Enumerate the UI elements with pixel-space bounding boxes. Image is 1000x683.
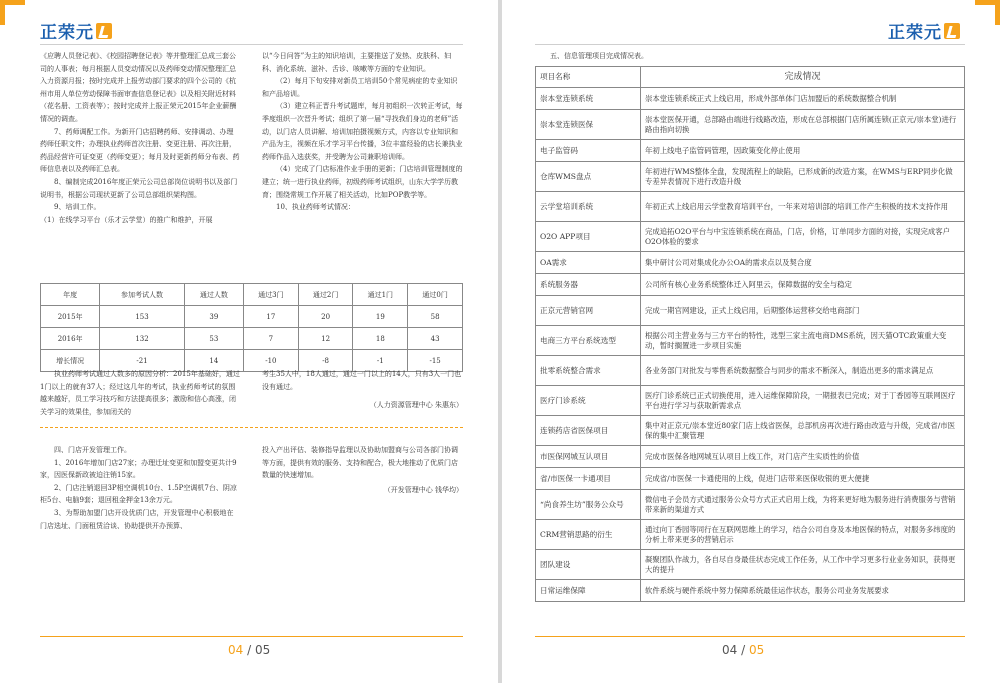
table-cell: 39 xyxy=(184,306,243,328)
project-name-cell: 系统服务器 xyxy=(536,274,641,296)
table-cell: -15 xyxy=(408,350,463,372)
completion-status-cell: 软件系统与硬件系统中努力保障系统最佳运作状态，服务公司业务发展要求 xyxy=(641,580,965,602)
completion-status-cell: 公司所有核心业务系统整体迁入阿里云，保障数据的安全与稳定 xyxy=(641,274,965,296)
table-row xyxy=(536,252,965,274)
table-header-row xyxy=(41,284,463,306)
completion-status-cell: 集中研讨公司对集成化办公OA的需求点以及契合度 xyxy=(641,252,965,274)
table-cell: 132 xyxy=(100,328,184,350)
completion-status-cell: 年初进行WMS整体全盘，发现流程上的缺陷，已形成新的改造方案，在WMS与ERP同步化做专差异表情况下进行改造升级 xyxy=(641,162,965,192)
paragraph: 10、执业药师考试情况： xyxy=(276,203,355,212)
table-cell: 153 xyxy=(100,306,184,328)
completion-status-cell: 集中对正京元/崇本堂近80家门店上线省医保，总部机房再次进行路由改造与升级，完成省/市医保的集中汇聚管理 xyxy=(641,416,965,446)
completion-status-cell: 医疗门诊系统已正式切换使用，进入运维保障阶段，一期报表已完成；对于丁香园等互联网医疗平台进行学习与获取新需求点 xyxy=(641,386,965,416)
page-number-other: 05 xyxy=(748,643,765,657)
header-rule xyxy=(40,44,463,45)
project-name-cell: 批零系统整合需求 xyxy=(536,356,641,386)
table-row xyxy=(536,490,965,520)
brand-logo xyxy=(888,18,960,43)
section-heading: 五、信息管理项目完成情况表。 xyxy=(550,52,648,60)
section4-column-1 xyxy=(40,444,240,532)
table-row xyxy=(536,446,965,468)
author-signature: （人力资源管理中心 朱惠东） xyxy=(369,401,463,410)
table-row xyxy=(41,328,463,350)
author-signature: （开发管理中心 钱华均） xyxy=(383,485,463,494)
project-name-cell: 连锁药店省医保项目 xyxy=(536,416,641,446)
section-heading: 四、门店开发管理工作。 xyxy=(54,446,131,454)
table-row xyxy=(536,88,965,110)
info-project-table xyxy=(535,66,965,602)
project-name-cell: 电子监管码 xyxy=(536,140,641,162)
project-name-cell: “尚食养生坊”服务公众号 xyxy=(536,490,641,520)
table-row xyxy=(536,468,965,490)
corner-mark xyxy=(0,0,25,25)
paragraph: （3）建立科正晋升考试题库，每月初组织一次转正考试，每季度组织一次晋升考试；组织了第一届“寻找我们身边的老师”活动，以门店人员讲解、培训加拍摄视频方式，内容以专业知识和产品为主，视频在乐才学习平台传播，3位丰富经验的店长兼执业药师作品入选获奖，并受聘为公司兼职培训师。 xyxy=(262,102,463,161)
table-row xyxy=(536,162,965,192)
completion-status-cell: 微信电子会员方式通过服务公众号方式正式启用上线，为将来更好地为服务进行消费服务与营销带来新的渠道方式 xyxy=(641,490,965,520)
left-page xyxy=(0,0,498,683)
completion-status-cell: 年初上线电子监管码管理，因政策变化停止使用 xyxy=(641,140,965,162)
completion-status-cell: 完成一期官网建设，正式上线启用，后期整体运营移交给电商部门 xyxy=(641,296,965,326)
project-name-cell: 医疗门诊系统 xyxy=(536,386,641,416)
paragraph: 3、为帮助加盟门店开设优质门店，开发管理中心积极地在门店选址、门面租赁洽谈、协助提供开办预算、 xyxy=(40,508,234,530)
table-row xyxy=(536,274,965,296)
section5-heading xyxy=(550,50,850,63)
page-number xyxy=(228,643,270,657)
paragraph: 7、药师调配工作。为新开门店招聘药师、安排调动、办理药师任职文件；办理执业药师首次注册、变更注册、再次注册，药品经营许可证变更（药师变更）；每月及时更新药师分布表、药师信息表以及药师汇总表。 xyxy=(40,127,240,174)
project-name-cell: 崇本堂连锁医保 xyxy=(536,110,641,140)
table-cell: 20 xyxy=(298,306,353,328)
table-header-cell: 通过3门 xyxy=(244,284,299,306)
project-name-cell: 正京元营销官网 xyxy=(536,296,641,326)
table-row xyxy=(536,110,965,140)
paragraph: 投入产出评估、装修指导监理以及协助加盟商与公司各部门协调等方面，提供有效的服务、支持和配合，极大地推动了优质门店数量的快速增加。 xyxy=(262,446,458,480)
brand-logo xyxy=(40,18,112,43)
page-number xyxy=(722,643,764,657)
table-cell: 14 xyxy=(184,350,243,372)
completion-status-cell: 崇本堂医保开通，总部路由端进行线路改造，形成在总部根据门店所属连锁(正京元/崇本堂)进行路由指向切换 xyxy=(641,110,965,140)
completion-status-cell: 凝聚团队作战力，各自尽自身最佳状态完成工作任务，从工作中学习更多行业业务知识，获得更大的提升 xyxy=(641,550,965,580)
project-name-cell: 崇本堂连锁系统 xyxy=(536,88,641,110)
table-row xyxy=(536,192,965,222)
page-number-other: 05 xyxy=(254,643,271,657)
table-header-cell: 通过1门 xyxy=(353,284,408,306)
left-column-2 xyxy=(262,50,463,214)
table-cell: -10 xyxy=(244,350,299,372)
table-cell: 53 xyxy=(184,328,243,350)
paragraph: （2）每月下旬安排对新员工培训50个常见病症的专业知识和产品培训。 xyxy=(262,77,458,98)
paragraph: 考生35人中，18人通过，通过一门以上的14人，只有3人一门也没有通过。 xyxy=(262,370,462,391)
page-number-separator: / xyxy=(741,643,746,657)
brand-name: 正荣元 xyxy=(40,23,94,43)
table-cell: 增长情况 xyxy=(41,350,100,372)
page-number-separator: / xyxy=(247,643,252,657)
stats-note-left xyxy=(40,368,240,418)
paragraph: （4）完成了门店标准作业手册的更新；门店培训管理制度的建立；统一进行执业药师，初级药师考试组织，山东大学学历教育；围绕常规工作开展了相关活动，比如POP教学等。 xyxy=(262,165,463,199)
section-divider xyxy=(40,427,463,428)
table-row xyxy=(536,520,965,550)
completion-status-cell: 崇本堂连锁系统正式上线启用，形成外部单体门店加盟后的系统数据整合机制 xyxy=(641,88,965,110)
page-number-current: 04 xyxy=(228,643,244,657)
table-cell: 12 xyxy=(298,328,353,350)
table-header-cell: 通过人数 xyxy=(184,284,243,306)
completion-status-cell: 各业务部门对批发与零售系统数据整合与同步的需求不断深入，制造出更多的需求满足点 xyxy=(641,356,965,386)
table-header-cell: 完成情况 xyxy=(641,67,965,88)
completion-status-cell: 完成省/市医保一卡通使用的上线，促进门店带来医保收银的更大便捷 xyxy=(641,468,965,490)
stats-note-right xyxy=(262,368,463,412)
project-name-cell: 省/市医保一卡通项目 xyxy=(536,468,641,490)
table-cell: 2015年 xyxy=(41,306,100,328)
table-cell: 43 xyxy=(408,328,463,350)
project-name-cell: OA需求 xyxy=(536,252,641,274)
table-header-row xyxy=(536,67,965,88)
table-cell: -21 xyxy=(100,350,184,372)
table-cell: 17 xyxy=(244,306,299,328)
completion-status-cell: 根据公司主营业务与三方平台的特性，选型三家主流电商DMS系统，因天猫OTC政策重大变动，暂时搁置进一步项目实施 xyxy=(641,326,965,356)
logo-mark-icon xyxy=(944,23,960,39)
table-cell: 7 xyxy=(244,328,299,350)
table-cell: -1 xyxy=(353,350,408,372)
table-row xyxy=(536,140,965,162)
table-row xyxy=(536,416,965,446)
table-header-cell: 通过2门 xyxy=(298,284,353,306)
table-cell: -8 xyxy=(298,350,353,372)
completion-status-cell: 完成市医保各地网城互认项目上线工作，对门店产生实质性的价值 xyxy=(641,446,965,468)
project-name-cell: 团队建设 xyxy=(536,550,641,580)
paragraph: 以“今日问答”为主的知识培训，主要推送了发热、皮肤科、妇科、消化系统、滋补、舌诊、咳嗽等方面的专业知识。 xyxy=(262,52,452,73)
completion-status-cell: 通过向丁香园等同行在互联网思维上的学习，结合公司自身及本地医保的特点，对服务多纬度的分析上带来更多的营销启示 xyxy=(641,520,965,550)
table-cell: 18 xyxy=(353,328,408,350)
table-header-cell: 年度 xyxy=(41,284,100,306)
table-header-cell: 项目名称 xyxy=(536,67,641,88)
project-name-cell: 市医保网城互认项目 xyxy=(536,446,641,468)
table-row xyxy=(536,222,965,252)
table-cell: 58 xyxy=(408,306,463,328)
table-cell: 19 xyxy=(353,306,408,328)
paragraph: （1）在线学习平台（乐才云学堂）的推广和维护，开展 xyxy=(40,215,213,224)
project-name-cell: 日常运维保障 xyxy=(536,580,641,602)
paragraph: 执业药师考试通过人数多的原因分析：2015年基础好，通过1门以上的就有37人；经过这几年的考试，执业药师考试的氛围越来越好，员工学习技巧和方法提高很多；激励和信心高涨，闭关学习的效果佳，参加闭关的 xyxy=(40,370,240,416)
paragraph: 9、培训工作。 xyxy=(54,203,101,212)
footer-rule xyxy=(535,636,965,637)
table-row xyxy=(536,580,965,602)
table-row xyxy=(41,306,463,328)
paragraph: 《应聘人员登记表》、《校园招聘登记表》等并整理汇总成三套公司的人事表；每月根据人员变动情况以及药师变动情况整理汇总入力资源月报；按时完成并上报劳动部门要求的四个公司的《杭州市用人单位劳动保障书面审查信息登记表》以及相关附近材料（花名册、工资表等）；按时完成并上报正荣元2015年企业薪酬情况的调查。 xyxy=(40,52,237,123)
table-row xyxy=(536,326,965,356)
table-row xyxy=(536,550,965,580)
section4-column-2 xyxy=(262,444,463,496)
pharmacist-exam-table xyxy=(40,283,463,372)
left-column-1 xyxy=(40,50,240,226)
project-name-cell: O2O APP项目 xyxy=(536,222,641,252)
project-name-cell: 云学堂培训系统 xyxy=(536,192,641,222)
table-row xyxy=(536,356,965,386)
table-header-cell: 参加考试人数 xyxy=(100,284,184,306)
completion-status-cell: 完成追拓O2O平台与中宝连锁系统在商品，门店，价格，订单同步方面的对接，实现完成客户O2O体验的要求 xyxy=(641,222,965,252)
table-row xyxy=(536,386,965,416)
table-row xyxy=(536,296,965,326)
logo-mark-icon xyxy=(96,23,112,39)
brand-name: 正荣元 xyxy=(888,23,942,43)
footer-rule xyxy=(40,636,463,637)
project-name-cell: 仓库WMS盘点 xyxy=(536,162,641,192)
table-cell: 2016年 xyxy=(41,328,100,350)
paragraph: 8、编制完成2016年度正荣元公司总部岗位说明书以及部门说明书，根据公司现状更新了公司总部组织架构图。 xyxy=(40,177,238,199)
paragraph: 1、2016年增加门店27家；办理迁址变更和加盟变更共计9家，因医保新政被迫注销15家。 xyxy=(40,458,237,480)
corner-mark xyxy=(975,0,1000,25)
project-name-cell: CRM营销思路的衍生 xyxy=(536,520,641,550)
table-header-cell: 通过0门 xyxy=(408,284,463,306)
paragraph: 2、门店注销退回3P相空调机10台、1.5P空调机7台、阴凉柜5台、电脑9套；退回租金押金13余万元。 xyxy=(40,483,237,505)
completion-status-cell: 年初正式上线启用云学堂教育培训平台，一年来对培训部的培训工作产生积极的技术支持作用 xyxy=(641,192,965,222)
header-rule xyxy=(535,44,965,45)
project-name-cell: 电商三方平台系统选型 xyxy=(536,326,641,356)
page-number-current: 04 xyxy=(722,643,738,657)
